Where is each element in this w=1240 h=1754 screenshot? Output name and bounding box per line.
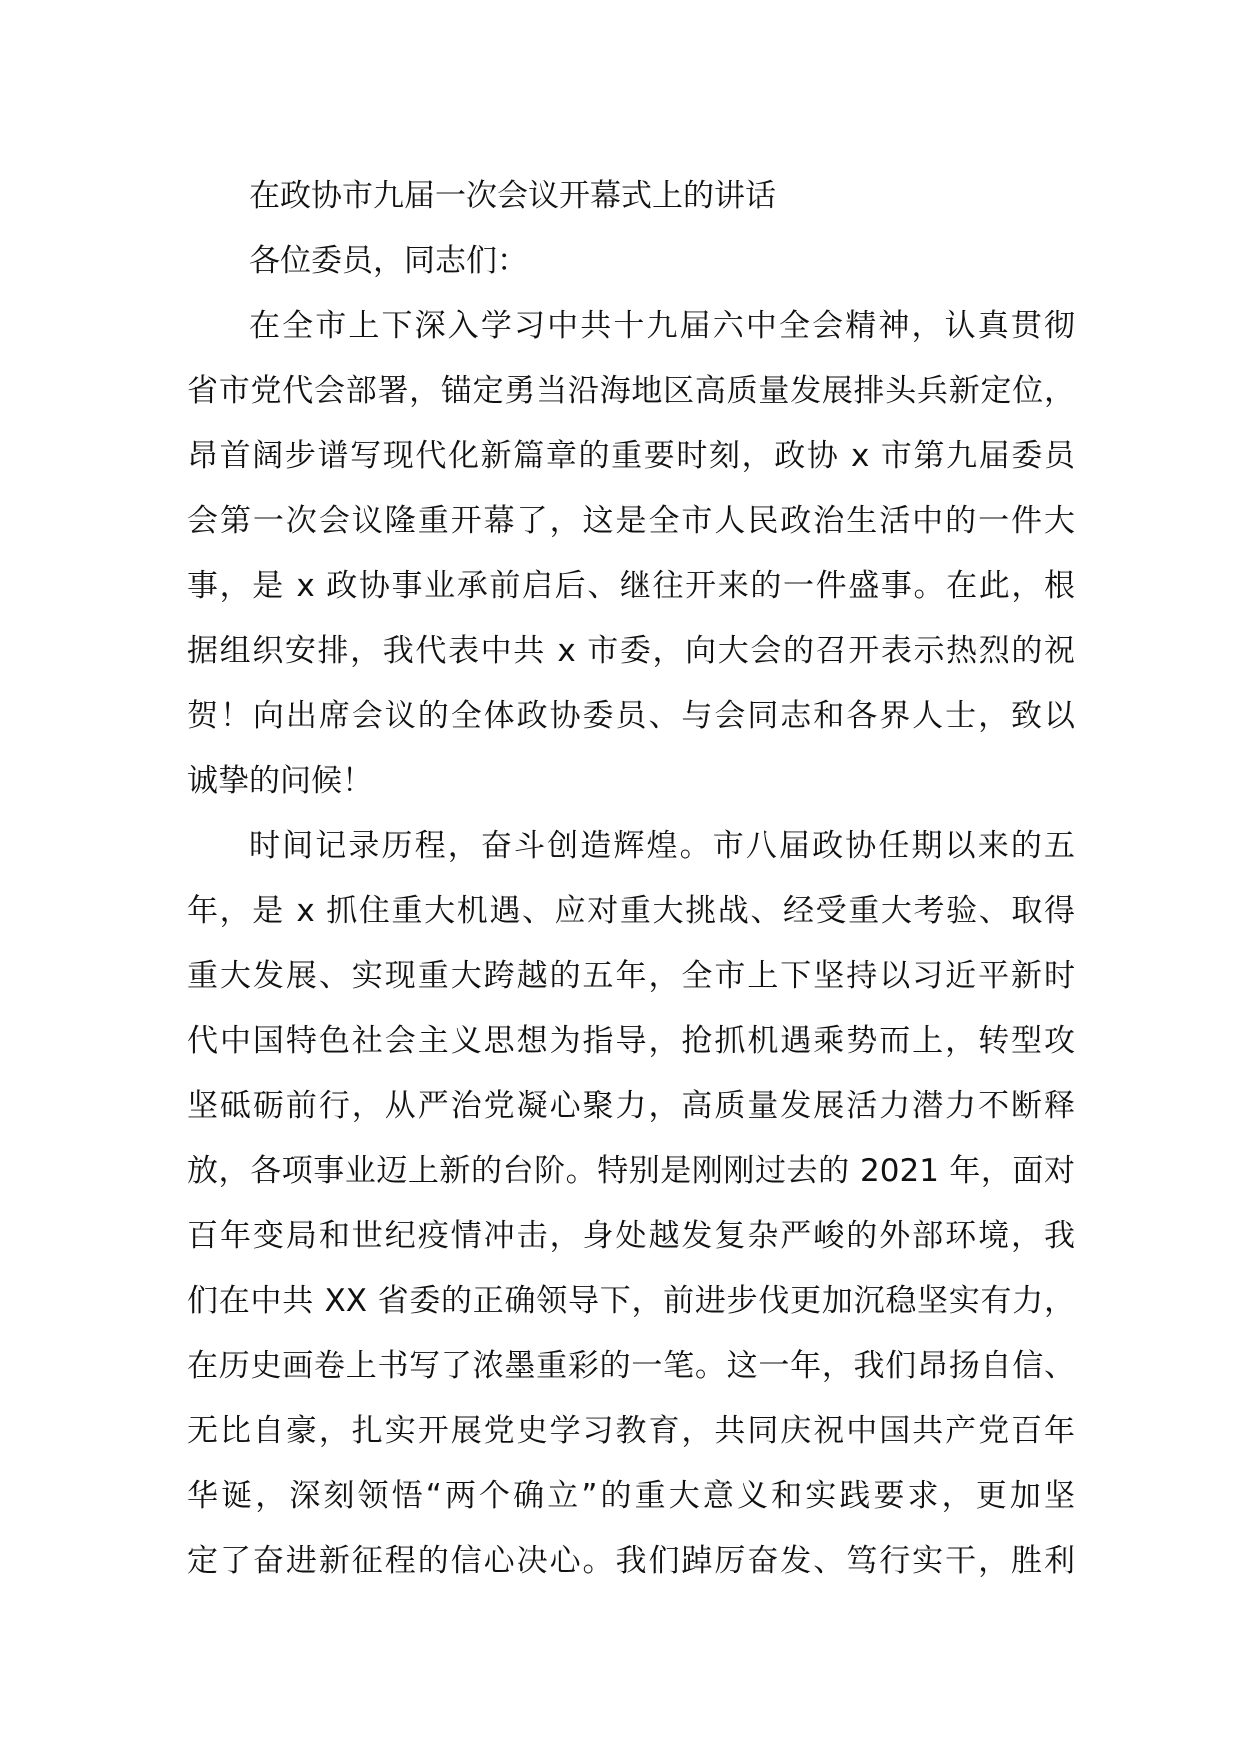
paragraph-line: 贺！向出席会议的全体政协委员、与会同志和各界人士，致以	[187, 698, 1075, 734]
paragraph-line: 据组织安排，我代表中共 x 市委，向大会的召开表示热烈的祝	[187, 633, 1075, 669]
paragraph-line: 省市党代会部署，锚定勇当沿海地区高质量发展排头兵新定位，	[187, 373, 1075, 409]
paragraph-line: 昂首阔步谱写现代化新篇章的重要时刻，政协 x 市第九届委员	[187, 438, 1075, 474]
paragraph-line: 年，是 x 抓住重大机遇、应对重大挑战、经受重大考验、取得	[187, 893, 1075, 929]
paragraph-line: 在历史画卷上书写了浓墨重彩的一笔。这一年，我们昂扬自信、	[187, 1348, 1075, 1384]
paragraph-line: 代中国特色社会主义思想为指导，抢抓机遇乘势而上，转型攻	[187, 1023, 1075, 1059]
paragraph-line: 百年变局和世纪疫情冲击，身处越发复杂严峻的外部环境，我	[187, 1218, 1075, 1254]
paragraph-line: 无比自豪，扎实开展党史学习教育，共同庆祝中国共产党百年	[187, 1413, 1075, 1449]
paragraph-line: 会第一次会议隆重开幕了，这是全市人民政治生活中的一件大	[187, 503, 1075, 539]
paragraph-line: 重大发展、实现重大跨越的五年，全市上下坚持以习近平新时	[187, 958, 1075, 994]
paragraph-line: 时间记录历程，奋斗创造辉煌。市八届政协任期以来的五	[249, 828, 1075, 864]
paragraph-line: 们在中共 XX 省委的正确领导下，前进步伐更加沉稳坚实有力，	[187, 1283, 1075, 1319]
paragraph-line: 坚砥砺前行，从严治党凝心聚力，高质量发展活力潜力不断释	[187, 1088, 1075, 1124]
paragraph-line: 事，是 x 政协事业承前启后、继往开来的一件盛事。在此，根	[187, 568, 1075, 604]
paragraph-line: 华诞，深刻领悟“两个确立”的重大意义和实践要求，更加坚	[187, 1478, 1075, 1514]
paragraph-line: 在全市上下深入学习中共十九届六中全会精神，认真贯彻	[249, 308, 1075, 344]
salutation: 各位委员，同志们：	[249, 243, 528, 279]
speech-body	[187, 164, 1075, 1594]
paragraph-line: 定了奋进新征程的信心决心。我们踔厉奋发、笃行实干，胜利	[187, 1543, 1075, 1579]
paragraph-line: 诚挚的问候！	[187, 763, 373, 799]
document-title: 在政协市九届一次会议开幕式上的讲话	[249, 178, 776, 214]
paragraph-line: 放，各项事业迈上新的台阶。特别是刚刚过去的 2021 年，面对	[187, 1153, 1075, 1189]
